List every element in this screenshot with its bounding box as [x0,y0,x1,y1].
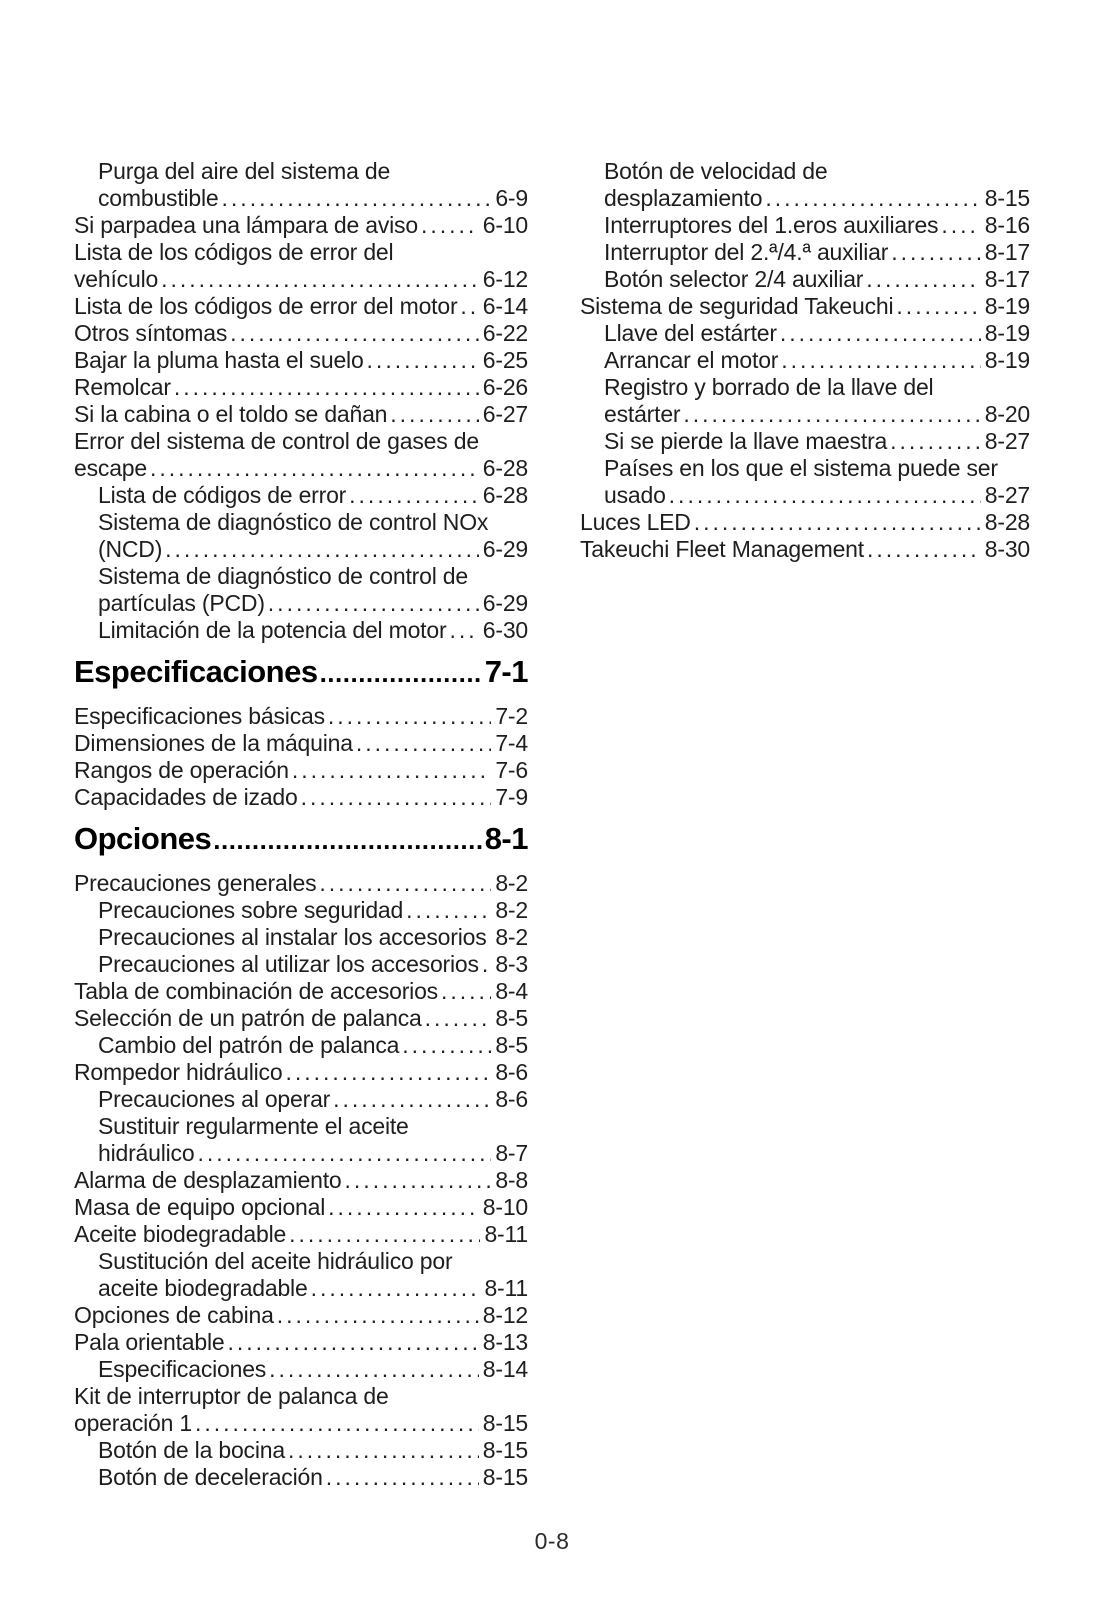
toc-entry-line [74,1221,528,1248]
toc-page-number: 8-30 [984,536,1030,562]
toc-page-number: 8-6 [495,1059,528,1085]
dot-leader [326,1464,479,1491]
toc-entry [74,1221,528,1248]
toc-entry-title: Lista de los códigos de error del motor [74,293,458,319]
toc-page-number: 8-19 [984,320,1030,346]
toc-entry-title: Registro y borrado de la llave del [604,374,934,400]
toc-entry [74,212,528,239]
toc-entry-title: desplazamiento [604,185,763,211]
toc-page-number: 6-14 [482,293,528,319]
toc-entry-title: Limitación de la potencia del motor [98,617,447,643]
dot-leader [349,482,479,509]
toc-entry [580,428,1030,455]
toc-entry-line [74,1005,528,1032]
toc-page-number: 6-28 [482,482,528,508]
toc-entry [580,347,1030,374]
dot-leader [213,822,482,857]
toc-entry-title: Sistema de seguridad Takeuchi [580,293,894,319]
toc-entry-title: Luces LED [580,509,691,535]
toc-entry-title: Especificaciones [74,654,318,689]
toc-entry [74,563,528,617]
toc-page-number: 7-6 [495,757,528,783]
dot-leader [174,374,479,401]
dot-leader [161,266,479,293]
dot-leader [195,1410,479,1437]
toc-page-number: 6-9 [495,185,528,211]
toc-page-number: 8-1 [484,821,528,856]
toc-entry-line [98,590,528,617]
toc-entry-title: Capacidades de izado [74,784,298,810]
toc-entry [74,1356,528,1383]
toc-entry-title: escape [74,455,147,481]
toc-page-number: 8-19 [984,347,1030,373]
dot-leader [460,293,478,320]
toc-entry-line [604,347,1030,374]
dot-leader [345,1167,492,1194]
toc-entry-line [74,784,528,811]
toc-entry [74,870,528,897]
toc-entry [74,757,528,784]
toc-entry-title: Bajar la pluma hasta el suelo [74,347,364,373]
toc-page-number: 8-17 [984,266,1030,292]
toc-entry-line [74,1194,528,1221]
toc-column-right [580,158,1030,1491]
dot-leader [390,401,478,428]
toc-entry [580,320,1030,347]
toc-entry [580,212,1030,239]
dot-leader [301,784,492,811]
dot-leader [222,185,492,212]
toc-page-number: 6-26 [482,374,528,400]
toc-entry-line [604,266,1030,293]
toc-entry [580,266,1030,293]
toc-entry-line [74,347,528,374]
toc-entry-title: Rangos de operación [74,757,289,783]
dot-leader [227,1329,478,1356]
dot-leader [230,320,479,347]
toc-entry [74,617,528,644]
toc-entry-title: Precauciones al operar [98,1086,331,1112]
dot-leader [683,401,980,428]
toc-page-number: 8-4 [495,978,528,1004]
toc-page-number: 6-12 [482,266,528,292]
toc-page-number: 8-5 [495,1032,528,1058]
toc-entry-line [74,757,528,784]
toc-entry-title: Purga del aire del sistema de [98,158,391,184]
toc-entry-line [98,536,528,563]
toc-page-number: 6-29 [482,536,528,562]
dot-leader [197,1140,491,1167]
toc-entry-line [580,293,1030,320]
dot-leader [288,1437,479,1464]
toc-entry [74,428,528,482]
toc-entry [74,1032,528,1059]
toc-entry-title: Sistema de diagnóstico de control NOx [98,509,489,535]
toc-entry [74,1086,528,1113]
toc-entry-title: partículas (PCD) [98,590,265,616]
toc-entry-title: hidráulico [98,1140,195,1166]
toc-entry-title: Si la cabina o el toldo se dañan [74,401,388,427]
dot-leader [421,212,479,239]
toc-page-number: 8-17 [984,239,1030,265]
toc-entry-title: Rompedor hidráulico [74,1059,283,1085]
toc-entry-line [74,1302,528,1329]
toc-entry-title: Error del sistema de control de gases de [74,428,479,454]
toc-entry-line [74,455,528,482]
toc-entry-line [98,1437,528,1464]
toc-entry-line [98,897,528,924]
toc-entry [74,374,528,401]
toc-entry-title: Sustituir regularmente el aceite [98,1113,409,1139]
toc-entry [580,374,1030,428]
toc-entry-title: Lista de los códigos de error del [74,239,394,265]
toc-entry-title: Pala orientable [74,1329,225,1355]
dot-leader [780,320,981,347]
toc-entry [74,1167,528,1194]
toc-entry-title: Países en los que el sistema puede ser [604,455,998,481]
toc-entry-line [604,428,1030,455]
toc-entry [74,239,528,293]
toc-page-number: 8-3 [495,951,528,977]
toc-entry [580,509,1030,536]
toc-entry-line [98,924,528,951]
toc-page-number: 8-7 [495,1140,528,1166]
toc-entry-title: Alarma de desplazamiento [74,1167,342,1193]
toc-entry-title: Botón de la bocina [98,1437,285,1463]
toc-page-number: 8-6 [495,1086,528,1112]
toc-entry-title: Interruptores del 1.eros auxiliares [604,212,939,238]
dot-leader [289,1221,480,1248]
dot-leader [449,617,478,644]
toc-entry-title: Selección de un patrón de palanca [74,1005,422,1031]
dot-leader [269,1356,479,1383]
toc-entry [74,509,528,563]
toc-page-number: 8-15 [984,185,1030,211]
page-footer [0,1528,1104,1555]
dot-leader [866,266,981,293]
toc-entry-line [98,1356,528,1383]
dot-leader [292,757,491,784]
toc-page-number: 8-15 [482,1410,528,1436]
toc-entry-line [74,1410,528,1437]
toc-page-number: 8-2 [495,897,528,923]
toc-section-heading [74,822,528,857]
toc-entry-line [74,320,528,347]
toc-entry-title: Precauciones al instalar los accesorios [98,924,487,950]
toc-entry-line [98,1275,528,1302]
dot-leader [319,870,491,897]
toc-entry-title: operación 1 [74,1410,192,1436]
toc-columns [74,158,1030,1491]
toc-entry-line [604,212,1030,239]
toc-entry-title: Lista de códigos de error [98,482,347,508]
toc-entry-line [98,185,528,212]
dot-leader [425,1005,492,1032]
toc-entry-title: Otros síntomas [74,320,228,346]
dot-leader [268,590,479,617]
toc-page-number: 6-10 [482,212,528,238]
dot-leader [941,212,980,239]
toc-entry-title: estárter [604,401,681,427]
toc-entry-line [74,1059,528,1086]
toc-entry-line [98,1086,528,1113]
toc-entry-title: Takeuchi Fleet Management [580,536,864,562]
toc-entry-title: Llave del estárter [604,320,777,346]
toc-page-number: 8-2 [495,924,528,950]
toc-entry-title: Sustitución del aceite hidráulico por [98,1248,453,1274]
toc-entry-line [74,978,528,1005]
toc-entry-line [580,536,1030,563]
toc-entry-title: Botón selector 2/4 auxiliar [604,266,864,292]
toc-page-number: 8-11 [484,1221,528,1247]
toc-entry-line [74,401,528,428]
dot-leader [285,1059,491,1086]
toc-entry [74,1194,528,1221]
dot-leader [356,730,492,757]
toc-page-number: 8-27 [984,482,1030,508]
toc-entry-line [98,1032,528,1059]
toc-entry-title: (NCD) [98,536,163,562]
toc-entry-title: Masa de equipo opcional [74,1194,326,1220]
toc-page-number: 8-20 [984,401,1030,427]
toc-entry [74,897,528,924]
toc-entry-line [74,703,528,730]
toc-entry-line [74,374,528,401]
dot-leader [328,703,491,730]
toc-entry [580,536,1030,563]
toc-page-number: 6-28 [482,455,528,481]
toc-page-number: 7-2 [495,703,528,729]
toc-entry [74,978,528,1005]
toc-entry-line [74,1167,528,1194]
toc-page-number: 8-27 [984,428,1030,454]
toc-entry-line [604,401,1030,428]
toc-entry-line [74,212,528,239]
toc-entry [74,703,528,730]
toc-entry-title: vehículo [74,266,159,292]
toc-entry-line [74,822,528,857]
dot-leader [781,347,980,374]
toc-entry-line [98,617,528,644]
toc-entry [74,293,528,320]
dot-leader [333,1086,491,1113]
toc-entry [74,1113,528,1167]
toc-page-number: 8-16 [984,212,1030,238]
toc-entry-title: Especificaciones básicas [74,703,325,729]
toc-entry-title: usado [604,482,666,508]
toc-page-number: 8-15 [482,1464,528,1490]
toc-entry [74,401,528,428]
toc-entry-title: aceite biodegradable [98,1275,308,1301]
dot-leader [320,655,483,690]
toc-entry [74,951,528,978]
dot-leader [891,239,981,266]
toc-entry [74,1383,528,1437]
dot-leader [490,924,492,951]
toc-entry-line [74,870,528,897]
toc-page-number: 8-28 [984,509,1030,535]
toc-column-left [74,158,528,1491]
dot-leader [367,347,479,374]
toc-entry-line [74,730,528,757]
toc-page-number: 8-12 [482,1302,528,1328]
toc-entry-title: combustible [98,185,219,211]
toc-entry-line [74,1329,528,1356]
toc-page-number: 6-22 [482,320,528,346]
toc-entry [74,158,528,212]
dot-leader [165,536,479,563]
toc-section-heading [74,655,528,690]
toc-entry-title: Botón de deceleración [98,1464,323,1490]
toc-entry-line [98,1464,528,1491]
toc-entry-line [74,655,528,690]
toc-entry-line [98,482,528,509]
toc-entry-title: Si parpadea una lámpara de aviso [74,212,418,238]
toc-entry-title: Precauciones generales [74,870,317,896]
toc-page-number: 8-15 [482,1437,528,1463]
toc-page-number: 8-5 [495,1005,528,1031]
dot-leader [890,428,981,455]
toc-entry [74,1437,528,1464]
toc-page-number: 7-1 [484,654,528,689]
toc-page-number: 8-2 [495,870,528,896]
toc-entry [74,1248,528,1302]
toc-entry-line [74,266,528,293]
dot-leader [482,951,492,978]
toc-entry-title: Si se pierde la llave maestra [604,428,888,454]
toc-page-number: 6-27 [482,401,528,427]
toc-page-number: 7-9 [495,784,528,810]
dot-leader [765,185,980,212]
toc-page-number: 8-10 [482,1194,528,1220]
toc-entry-title: Interruptor del 2.ª/4.ª auxiliar [604,239,889,265]
dot-leader [441,978,491,1005]
toc-entry-title: Cambio del patrón de palanca [98,1032,400,1058]
toc-entry [74,1302,528,1329]
toc-entry [74,1059,528,1086]
toc-entry-title: Tabla de combinación de accesorios [74,978,438,1004]
toc-entry [74,482,528,509]
toc-entry-line [580,509,1030,536]
toc-page-number: 6-29 [482,590,528,616]
dot-leader [328,1194,479,1221]
toc-entry-line [604,482,1030,509]
toc-entry [580,239,1030,266]
toc-entry [74,1464,528,1491]
toc-entry-line [604,320,1030,347]
toc-entry-title: Precauciones al utilizar los accesorios [98,951,479,977]
dot-leader [277,1302,479,1329]
dot-leader [311,1275,481,1302]
toc-entry-line [98,951,528,978]
toc-page-number: 8-8 [495,1167,528,1193]
toc-page-number: 8-11 [484,1275,528,1301]
dot-leader [669,482,981,509]
toc-entry [74,1005,528,1032]
toc-entry-line [604,239,1030,266]
dot-leader [406,897,491,924]
toc-entry-title: Especificaciones [98,1356,267,1382]
toc-entry-title: Dimensiones de la máquina [74,730,353,756]
toc-entry [580,293,1030,320]
toc-page-number: 8-19 [984,293,1030,319]
toc-entry [580,455,1030,509]
toc-page-number: 7-4 [495,730,528,756]
toc-entry-title: Botón de velocidad de [604,158,828,184]
dot-leader [402,1032,491,1059]
toc-entry [580,158,1030,212]
footer-page-number: 0-8 [534,1528,570,1554]
toc-entry [74,1329,528,1356]
toc-page-number: 8-14 [482,1356,528,1382]
toc-entry [74,730,528,757]
toc-entry-title: Opciones de cabina [74,1302,274,1328]
toc-page-number: 6-30 [482,617,528,643]
toc-entry-title: Aceite biodegradable [74,1221,287,1247]
toc-entry [74,320,528,347]
dot-leader [150,455,479,482]
toc-page-number: 8-13 [482,1329,528,1355]
toc-entry-title: Kit de interruptor de palanca de [74,1383,389,1409]
toc-entry-title: Arrancar el motor [604,347,779,373]
toc-entry-title: Opciones [74,821,212,856]
toc-entry-title: Sistema de diagnóstico de control de [98,563,468,589]
dot-leader [896,293,980,320]
toc-entry [74,347,528,374]
dot-leader [867,536,981,563]
toc-page-number: 6-25 [482,347,528,373]
toc-entry-title: Remolcar [74,374,171,400]
toc-entry-title: Precauciones sobre seguridad [98,897,404,923]
toc-entry-line [98,1140,528,1167]
toc-entry [74,784,528,811]
toc-entry-line [604,185,1030,212]
toc-entry [74,924,528,951]
toc-entry-line [74,293,528,320]
dot-leader [694,509,981,536]
